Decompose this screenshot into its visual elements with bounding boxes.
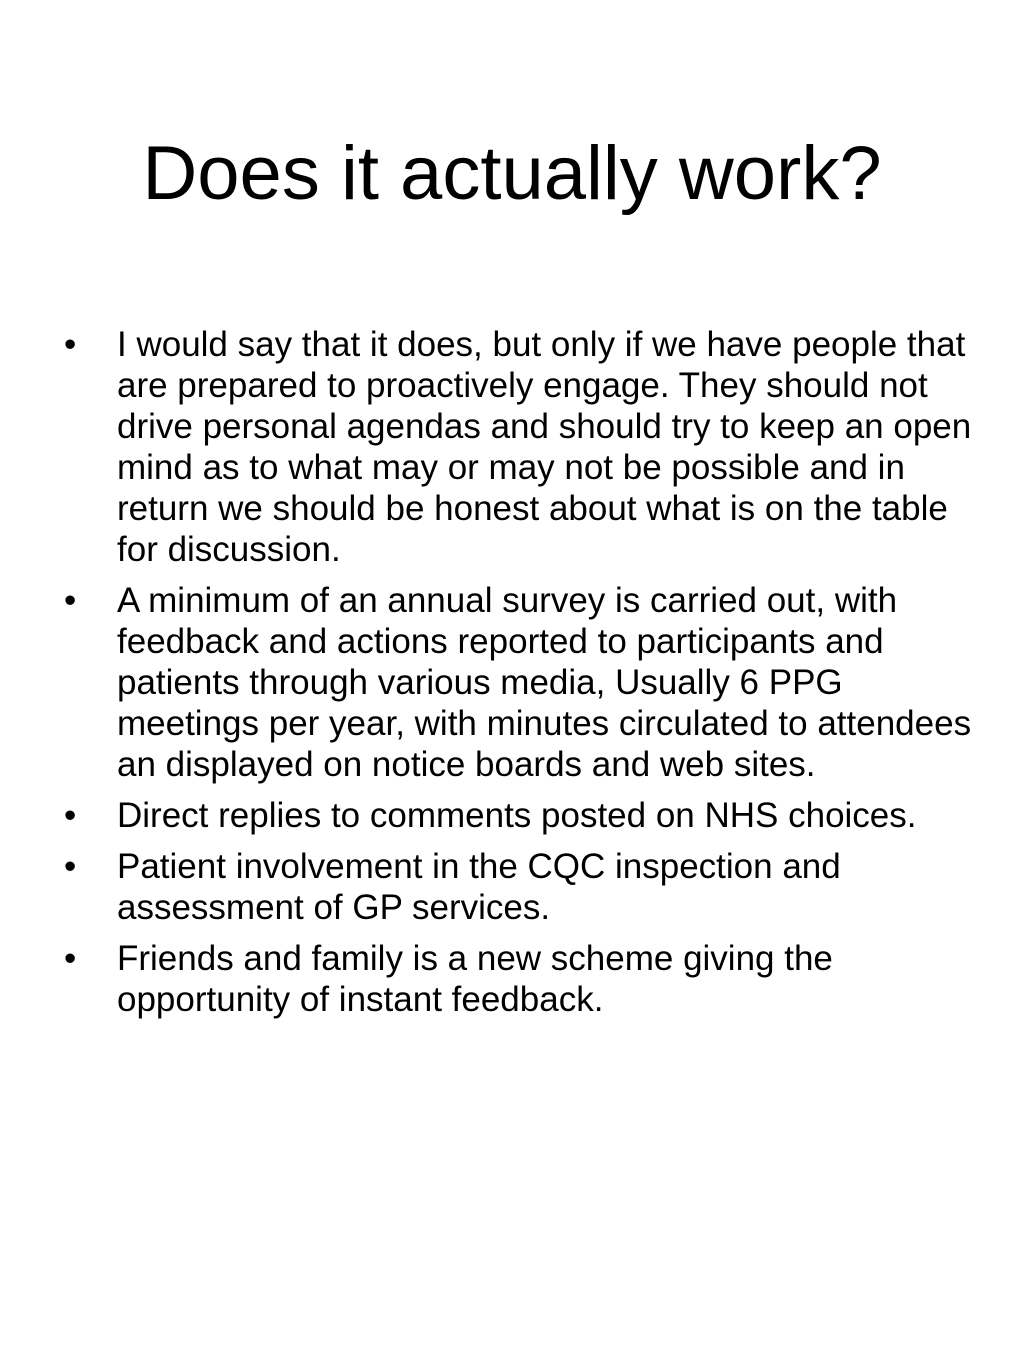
bullet-text: Friends and family is a new scheme giving the opportunity of instant feedback. [117,939,833,1019]
bullet-dot-icon: • [64,325,77,364]
bullet-item [56,324,976,570]
bullet-dot-icon: • [64,939,77,978]
bullet-item [56,938,976,1020]
bullet-text: Direct replies to comments posted on NHS choices. [117,796,917,835]
bullet-dot-icon: • [64,796,77,835]
bullet-item [56,580,976,785]
bullet-item [56,846,976,928]
slide-title: Does it actually work? [142,131,882,216]
bullet-list [56,324,976,1030]
bullet-text: Patient involvement in the CQC inspection and assessment of GP services. [117,847,841,927]
bullet-text: I would say that it does, but only if we have people that are prepared to proactively engage. They should not drive personal agendas and should try to keep an open mind as to what may or may not be possible and in return we should be honest about what is on the table for discussion. [117,325,972,569]
bullet-item [56,795,976,836]
bullet-text: A minimum of an annual survey is carried out, with feedback and actions reported to participants and patients through various media, Usually 6 PPG meetings per year, with minutes circulated to attendees an displayed on notice boards and web sites. [117,581,972,784]
bullet-dot-icon: • [64,581,77,620]
bullet-dot-icon: • [64,847,77,886]
